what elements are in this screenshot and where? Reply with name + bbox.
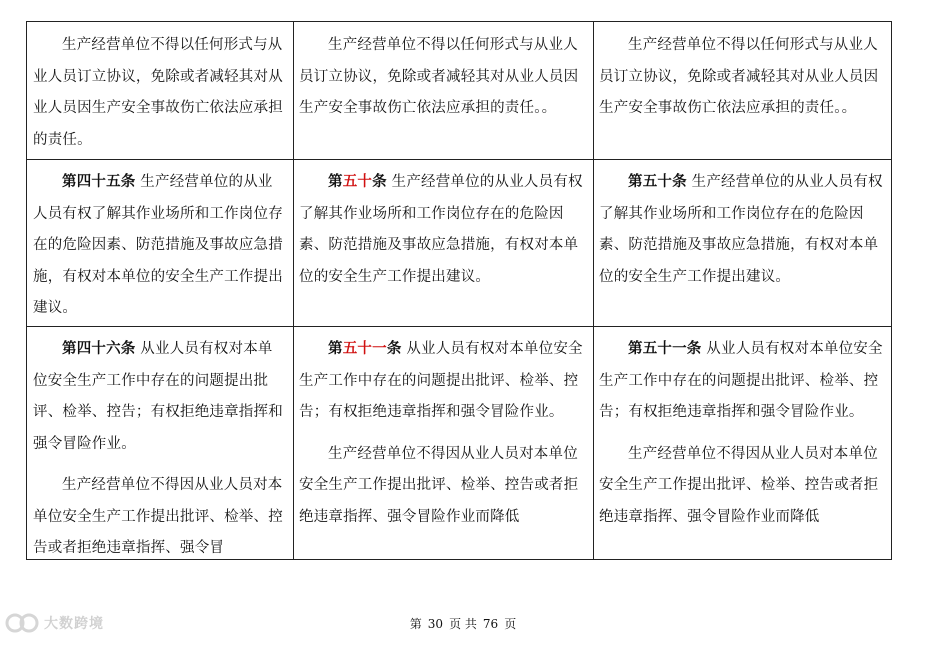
article-number: 第四十五条 xyxy=(62,174,136,190)
cell-paragraph xyxy=(299,334,587,429)
clause-text: 生产经营单位不得以任何形式与从业人员订立协议，免除或者减轻其对从业人员因生产安全事故伤亡依法应承担的责任。。 xyxy=(299,37,579,116)
table-cell xyxy=(293,22,593,159)
article-suffix: 条 xyxy=(386,341,402,357)
cell-paragraph xyxy=(299,439,587,534)
cell-paragraph xyxy=(299,30,587,125)
watermark xyxy=(4,612,104,634)
cell-paragraph xyxy=(33,334,287,460)
table-cell xyxy=(593,326,893,559)
clause-text: 从业人员有权对本单位安全生产工作中存在的问题提出批评、检举、控告；有权拒绝违章指挥和强令冒险作业。 xyxy=(299,341,583,420)
page-number: 30 xyxy=(427,617,444,631)
clause-text: 生产经营单位的从业人员有权了解其作业场所和工作岗位存在的危险因素、防范措施及事故应急措施，有权对本单位的安全生产工作提出建议。 xyxy=(299,174,583,285)
clause-text: 生产经营单位不得因从业人员对本单位安全生产工作提出批评、检举、控告或者拒绝违章指挥、强令冒 xyxy=(33,477,283,556)
total-pages: 76 xyxy=(482,617,499,631)
clause-text: 从业人员有权对本单位安全生产工作中存在的问题提出批评、检举、控告；有权拒绝违章指挥和强令冒险作业。 xyxy=(33,341,283,452)
article-suffix: 条 xyxy=(372,174,387,190)
article-number: 第 xyxy=(328,174,343,190)
cell-paragraph xyxy=(599,439,887,534)
cell-paragraph xyxy=(299,167,587,293)
cell-paragraph xyxy=(33,167,287,325)
table-cell xyxy=(293,159,593,326)
table-cell xyxy=(27,22,293,159)
cell-paragraph xyxy=(599,167,887,293)
footer-prefix: 第 xyxy=(409,617,422,631)
clause-text: 生产经营单位不得因从业人员对本单位安全生产工作提出批评、检举、控告或者拒绝违章指挥、强令冒险作业而降低 xyxy=(299,445,579,525)
clause-text: 生产经营单位不得以任何形式与从业人员订立协议，免除或者减轻其对从业人员因生产安全事故伤亡依法应承担的责任。 xyxy=(33,37,283,148)
footer-suffix: 页 xyxy=(504,617,517,631)
article-number: 第五十一条 xyxy=(628,341,702,357)
table-cell xyxy=(593,22,893,159)
table-cell xyxy=(593,159,893,326)
table-cell xyxy=(293,326,593,559)
page-footer xyxy=(0,615,926,632)
clause-text: 生产经营单位的从业人员有权了解其作业场所和工作岗位存在的危险因素、防范措施及事故应急措施，有权对本单位的安全生产工作提出建议。 xyxy=(33,174,283,316)
article-number: 第四十六条 xyxy=(62,341,136,357)
comparison-table xyxy=(26,21,892,560)
clause-text: 生产经营单位不得因从业人员对本单位安全生产工作提出批评、检举、控告或者拒绝违章指挥、强令冒险作业而降低 xyxy=(599,445,879,525)
article-number: 第五十条 xyxy=(628,174,687,190)
article-number-changed: 五十一 xyxy=(342,341,387,357)
clause-text: 生产经营单位的从业人员有权了解其作业场所和工作岗位存在的危险因素、防范措施及事故应急措施，有权对本单位的安全生产工作提出建议。 xyxy=(599,174,883,285)
watermark-logo-icon xyxy=(4,612,40,634)
watermark-text: 大数跨境 xyxy=(44,616,104,632)
table-cell xyxy=(27,159,293,326)
article-number-changed: 五十 xyxy=(342,174,373,190)
cell-paragraph xyxy=(33,30,287,156)
table-cell xyxy=(27,326,293,559)
footer-mid: 页 共 xyxy=(449,617,477,631)
article-number: 第 xyxy=(328,341,343,357)
cell-paragraph xyxy=(599,30,887,125)
clause-text: 生产经营单位不得以任何形式与从业人员订立协议，免除或者减轻其对从业人员因生产安全事故伤亡依法应承担的责任。。 xyxy=(599,37,879,116)
cell-paragraph xyxy=(599,334,887,429)
clause-text: 从业人员有权对本单位安全生产工作中存在的问题提出批评、检举、控告；有权拒绝违章指挥和强令冒险作业。 xyxy=(599,341,883,420)
cell-paragraph xyxy=(33,470,287,559)
